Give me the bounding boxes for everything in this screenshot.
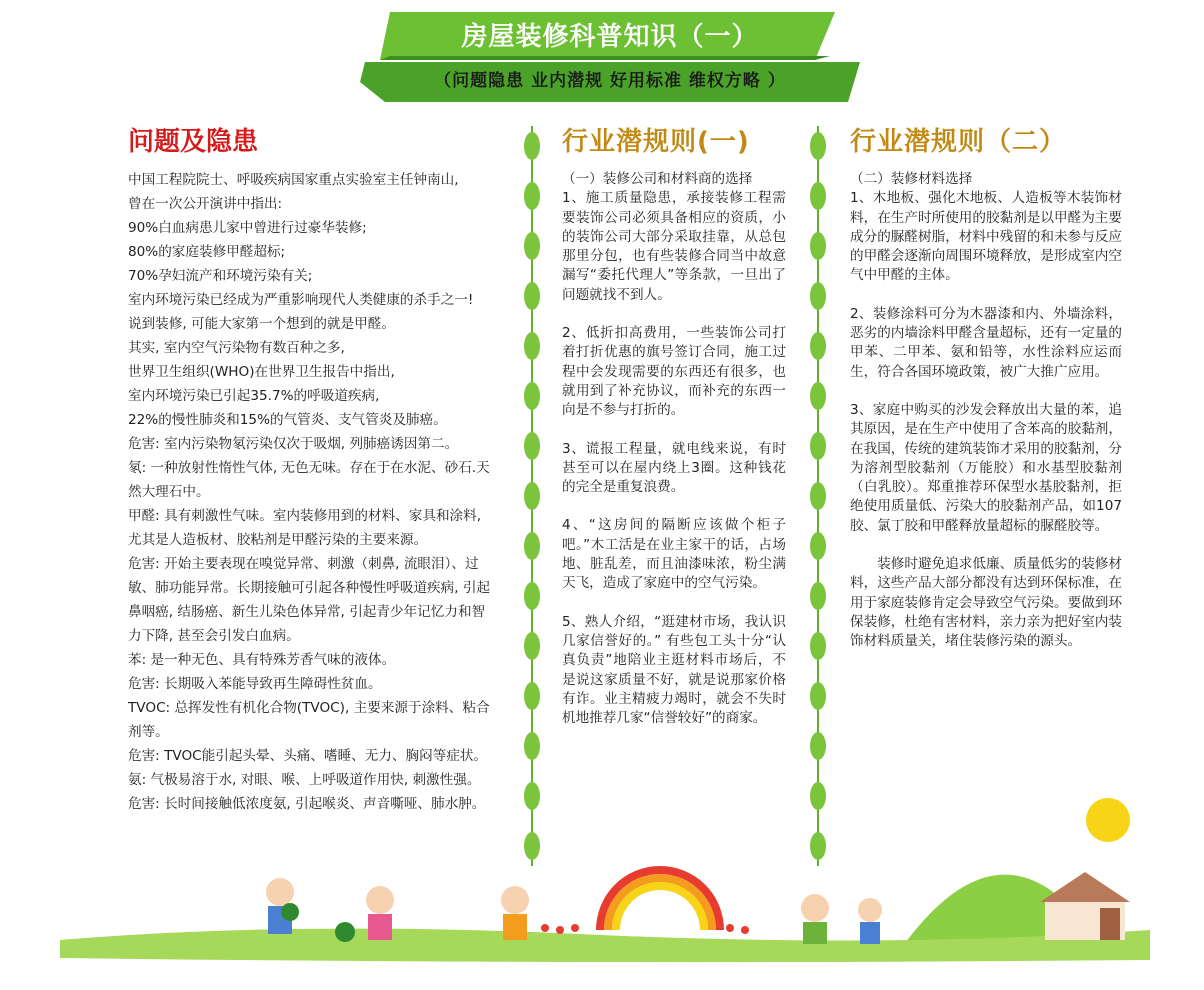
sun-icon xyxy=(1086,798,1130,842)
section-heading-problems: 问题及隐患 xyxy=(128,127,259,157)
text-line: 氨: 气极易溶于水, 对眼、喉、上呼吸道作用快, 刺激性强。 xyxy=(128,772,481,788)
text-line: 曾在一次公开演讲中指出: xyxy=(128,196,283,212)
paragraph: 装修时避免追求低廉、质量低劣的装修材料，这些产品大部分都没有达到环保标准，在用于家庭装修肯定会导致空气污染。要做到环保装修，杜绝有害材料，亲力亲为把好室内装饰材料质量关，堵住装修污染的源头。 xyxy=(850,556,1122,650)
paragraph: 2、装修涂料可分为木器漆和内、外墙涂料，恶劣的内墙涂料甲醛含量超标，还有一定量的甲苯、二甲苯、氨和铅等，水性涂料应运而生，符合各国环境政策，被广大推广应用。 xyxy=(850,305,1122,380)
text-line: 80%的家庭装修甲醛超标; xyxy=(128,244,286,260)
paragraph: 1、木地板、强化木地板、人造板等木装饰材料，在生产时所使用的胶黏剂是以甲醛为主要成分的脲醛树脂，材料中残留的和未参与反应的甲醛会逐渐向周围环境释放，是形成室内空气中甲醛的主体。 xyxy=(850,190,1122,284)
section-intro: （二）装修材料选择 xyxy=(850,171,973,187)
text-line: 70%孕妇流产和环境污染有关; xyxy=(128,268,313,284)
section-heading-rules-2: 行业潜规则（二） xyxy=(850,127,1067,157)
text-line: 危害: 长时间接触低浓度氨, 引起喉炎、声音嘶哑、肺水肿。 xyxy=(128,796,486,812)
text-line: 22%的慢性肺炎和15%的气管炎、支气管炎及肺癌。 xyxy=(128,412,447,428)
text-line: 室内环境污染已引起35.7%的呼吸道疾病, xyxy=(128,388,380,404)
column-rules-2 xyxy=(850,126,1122,652)
child-figure xyxy=(858,898,882,944)
text-line: 危害: TVOC能引起头晕、头痛、嗜睡、无力、胸闷等症状。 xyxy=(128,748,488,764)
text-line: 甲醛: 具有刺激性气味。室内装修用到的材料、家具和涂料, 尤其是人造板材、胶粘剂是甲醛污染的主要来源。 xyxy=(128,508,482,548)
text-line: 其实, 室内空气污染物有数百种之多, xyxy=(128,340,345,356)
page-title: 房屋装修科普知识（一） xyxy=(461,22,759,52)
watermelon-icon xyxy=(281,903,299,921)
paragraph: 3、谎报工程量，就电线来说，有时甚至可以在屋内绕上3圈。这种钱花的完全是重复浪费。 xyxy=(562,440,786,496)
text-line: 世界卫生组织(WHO)在世界卫生报告中指出, xyxy=(128,364,395,380)
text-line: 危害: 室内污染物氡污染仅次于吸烟, 列肺癌诱因第二。 xyxy=(128,436,459,452)
watermelon-icon xyxy=(335,922,355,942)
text-line: 90%白血病患儿家中曾进行过豪华装修; xyxy=(128,220,367,236)
leaf-vine-right xyxy=(798,126,838,866)
cartoon-scene-illustration xyxy=(0,790,1204,990)
section-heading-rules-1: 行业潜规则(一) xyxy=(562,127,750,157)
rainbow-icon xyxy=(600,870,720,930)
child-figure xyxy=(366,886,394,940)
column-problems xyxy=(128,126,498,816)
text-line: 氡: 一种放射性惰性气体, 无色无味。存在于在水泥、砂石.天然大理石中。 xyxy=(128,460,490,500)
text-line: 中国工程院院士、呼吸疾病国家重点实验室主任钟南山, xyxy=(128,172,459,188)
page-subtitle: （问题隐患 业内潜规 好用标准 维权方略 ） xyxy=(434,71,786,91)
leaf-vine-left xyxy=(512,126,552,866)
paragraph: 5、熟人介绍，“逛建材市场，我认识几家信誉好的。” 有些包工头十分“认真负责”地陪业主逛材料市场后，不是说这家质量不好，就是说那家价格有诈。业主精疲力竭时，就会不失时机地推荐几家“信誉较好”的商家。 xyxy=(562,613,786,727)
text-line: TVOC: 总挥发性有机化合物(TVOC), 主要来源于涂料、粘合剂等。 xyxy=(128,700,490,740)
paragraph: 2、低折扣高费用，一些装饰公司打着打折优惠的旗号签订合同，施工过程中会发现需要的东西还有很多，也就用到了补充协议，而补充的东西一向是不参与打折的。 xyxy=(562,325,786,419)
child-figure xyxy=(501,886,529,940)
text-line: 说到装修, 可能大家第一个想到的就是甲醛。 xyxy=(128,316,395,332)
column-rules-1 xyxy=(562,126,786,728)
paragraph: 3、家庭中购买的沙发会释放出大量的苯，追其原因，是在生产中使用了含苯高的胶黏剂，在我国，传统的建筑装饰才采用的胶黏剂，分为溶剂型胶黏剂（万能胶）和水基型胶黏剂（白乳胶）。郑重推荐环保型水基胶黏剂，拒绝使用质量低、污染大的胶黏剂产品，如107胶、氯丁胶和甲醛释放量超标的脲醛胶等。 xyxy=(850,401,1122,534)
text-line: 苯: 是一种无色、具有特殊芳香气味的液体。 xyxy=(128,652,396,668)
house-icon xyxy=(1040,872,1130,940)
paragraph: 1、施工质量隐患，承接装修工程需要装饰公司必须具备相应的资质，小的装饰公司大部分采取挂靠，从总包那里分包，也有些装修合同当中故意漏写“委托代理人”等条款，一旦出了问题就找不到人。 xyxy=(562,190,786,303)
child-figure xyxy=(801,894,829,944)
text-line: 危害: 长期吸入苯能导致再生障碍性贫血。 xyxy=(128,676,382,692)
section-intro: （一）装修公司和材料商的选择 xyxy=(562,171,753,187)
text-line: 室内环境污染已经成为严重影响现代人类健康的杀手之一! xyxy=(128,292,474,308)
paragraph: 4、“这房间的隔断应该做个柜子吧。”木工活是在业主家干的话，占场地、脏乱差，而且油漆味浓，粉尘满天飞，造成了家庭中的空气污染。 xyxy=(562,517,786,592)
text-line: 危害: 开始主要表现在嗅觉异常、刺激（刺鼻, 流眼泪）、过敏、肺功能异常。长期接触可引起各种慢性呼吸道疾病, 引起鼻咽癌, 结肠癌、新生儿染色体异常, 引起青少年记忆力和智力下降, 甚至会引发白血病。 xyxy=(128,556,491,644)
